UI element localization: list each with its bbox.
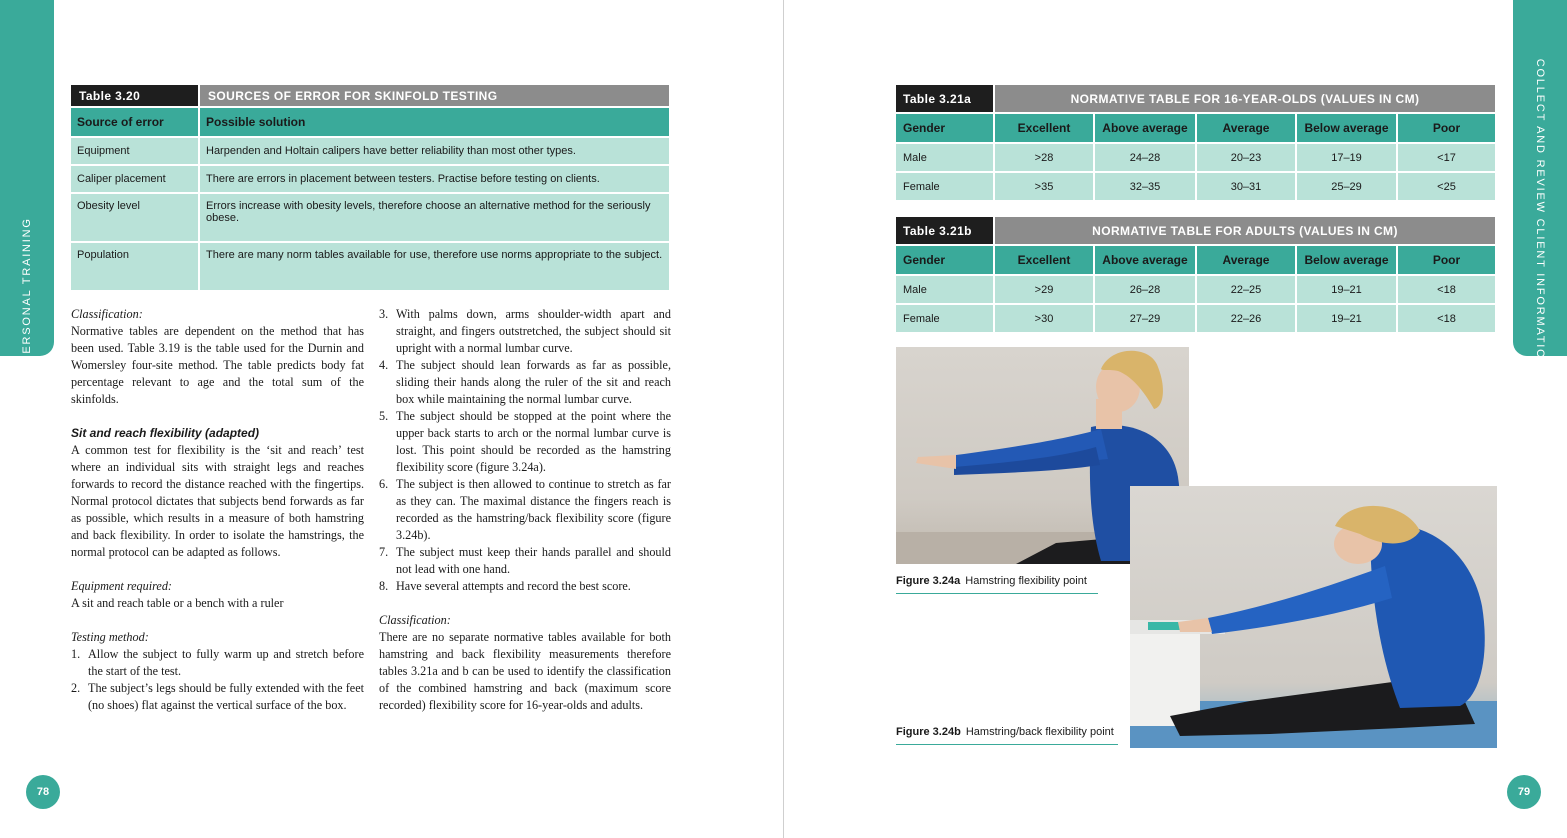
table-3-21a: [896, 85, 1497, 202]
text-column-2: [379, 306, 671, 714]
column-header: Source of error: [71, 107, 199, 137]
column-header: Possible solution: [199, 107, 670, 137]
table-cell: Obesity level: [71, 193, 199, 242]
figure-caption-text: Hamstring flexibility point: [965, 575, 1087, 587]
table-cell: 26–28: [1094, 275, 1196, 304]
table-cell: >29: [994, 275, 1094, 304]
list-item: 4. The subject should lean forwards as far as possible, sliding their hands along the ruler of the sit and reach box while maintaining the normal lumbar curve.: [379, 358, 671, 406]
table-cell: 25–29: [1296, 172, 1397, 201]
table-cell: There are many norm tables available for use, therefore use norms appropriate to the subject.: [199, 242, 670, 291]
table-cell: >28: [994, 143, 1094, 172]
table-cell: <18: [1397, 275, 1496, 304]
list-item: 8. Have several attempts and record the best score.: [379, 579, 631, 593]
list-item: 7. The subject must keep their hands parallel and should not lead with one hand.: [379, 545, 671, 576]
column-header: Below average: [1296, 113, 1397, 143]
table-cell: Male: [896, 143, 994, 172]
table-row: [896, 304, 1496, 333]
table-cell: 22–26: [1196, 304, 1296, 333]
table-cell: >35: [994, 172, 1094, 201]
list-item: 6. The subject is then allowed to continue to stretch as far as they can. The maximal distance the fingers reach is recorded as the hamstring/back flexibility score (figure 3.24b).: [379, 477, 671, 542]
table-cell: There are errors in placement between testers. Practise before testing on clients.: [199, 165, 670, 193]
testing-method-heading: Testing method:: [71, 630, 149, 644]
classification-heading: Classification:: [71, 307, 143, 321]
list-item: 3. With palms down, arms shoulder-width apart and straight, and fingers outstretched, the subject should sit upright with a normal lumbar curve.: [379, 307, 671, 355]
figure-3-24b-caption: [896, 726, 1118, 745]
table-cell: <25: [1397, 172, 1496, 201]
table-cell: <18: [1397, 304, 1496, 333]
table-row: [71, 165, 670, 193]
sit-reach-heading: Sit and reach flexibility (adapted): [71, 426, 260, 440]
section-tab-right: [1513, 0, 1567, 370]
section-tab-label: COLLECT AND REVIEW CLIENT INFORMATION: [1534, 58, 1546, 370]
column-header: Excellent: [994, 245, 1094, 275]
column-header: Poor: [1397, 113, 1496, 143]
table-row: [71, 137, 670, 165]
list-item: 2. The subject’s legs should be fully extended with the feet (no shoes) flat against the vertical surface of the box.: [71, 681, 364, 712]
table-cell: Errors increase with obesity levels, therefore choose an alternative method for the seriously obese.: [199, 193, 670, 242]
table-cell: 24–28: [1094, 143, 1196, 172]
table-cell: 20–23: [1196, 143, 1296, 172]
table-number: Table 3.21a: [896, 85, 994, 113]
page-gutter: [783, 0, 784, 838]
table-number: Table 3.20: [71, 85, 199, 107]
table-cell: Harpenden and Holtain calipers have better reliability than most other types.: [199, 137, 670, 165]
table-3-21b: [896, 217, 1497, 334]
classification-heading-2: Classification:: [379, 613, 451, 627]
figure-label: Figure 3.24b: [896, 726, 961, 738]
testing-steps: [71, 646, 364, 714]
table-3-20: [71, 85, 671, 292]
table-title: NORMATIVE TABLE FOR 16-YEAR-OLDS (VALUES IN CM): [994, 85, 1496, 113]
list-item: 1. Allow the subject to fully warm up and stretch before the start of the test.: [71, 647, 364, 678]
column-header: Average: [1196, 113, 1296, 143]
table-cell: Male: [896, 275, 994, 304]
testing-steps-continued: [379, 306, 671, 595]
table-row: [71, 242, 670, 291]
figure-label: Figure 3.24a: [896, 575, 961, 587]
equipment-heading: Equipment required:: [71, 579, 172, 593]
table-cell: 19–21: [1296, 275, 1397, 304]
table-cell: Female: [896, 304, 994, 333]
table-row: [896, 143, 1496, 172]
table-title: NORMATIVE TABLE FOR ADULTS (VALUES IN CM): [994, 217, 1496, 245]
section-tab-label: PERSONAL TRAINING: [21, 217, 33, 363]
table-cell: Female: [896, 172, 994, 201]
table-cell: Caliper placement: [71, 165, 199, 193]
column-header: Excellent: [994, 113, 1094, 143]
list-item: 5. The subject should be stopped at the point where the upper back starts to arch or the normal lumbar curve is lost. This point should be recorded as the hamstring flexibility score (figure 3.24a).: [379, 409, 671, 474]
table-row: [896, 275, 1496, 304]
column-header: Below average: [1296, 245, 1397, 275]
table-cell: 27–29: [1094, 304, 1196, 333]
figure-3-24a-caption: [896, 575, 1098, 594]
table-cell: 30–31: [1196, 172, 1296, 201]
column-header: Above average: [1094, 113, 1196, 143]
table-cell: >30: [994, 304, 1094, 333]
photo-hamstring-back-flexibility: [1130, 486, 1497, 748]
table-cell: 17–19: [1296, 143, 1397, 172]
column-header: Gender: [896, 245, 994, 275]
table-cell: 32–35: [1094, 172, 1196, 201]
column-header: Above average: [1094, 245, 1196, 275]
page-number-right: 79: [1507, 775, 1541, 809]
table-row: [71, 193, 670, 242]
column-header: Average: [1196, 245, 1296, 275]
classification-paragraph: Normative tables are dependent on the method that has been used. Table 3.19 is the table used for the Durnin and Womersley four-site method. The table predicts body fat percentage relevant to age and the total sum of the skinfolds.: [71, 324, 364, 406]
equipment-paragraph: A sit and reach table or a bench with a ruler: [71, 596, 284, 610]
table-row: [896, 172, 1496, 201]
column-header: Gender: [896, 113, 994, 143]
table-title: SOURCES OF ERROR FOR SKINFOLD TESTING: [199, 85, 670, 107]
classification-paragraph-2: There are no separate normative tables available for both hamstring and back flexibility measurements therefore tables 3.21a and b can be used to identify the classification of the combined hamstring and back (maximum score recorded) flexibility score for 16-year-olds and adults.: [379, 630, 671, 712]
table-cell: 22–25: [1196, 275, 1296, 304]
figure-caption-text: Hamstring/back flexibility point: [965, 726, 1114, 738]
table-cell: Equipment: [71, 137, 199, 165]
column-header: Poor: [1397, 245, 1496, 275]
table-cell: 19–21: [1296, 304, 1397, 333]
table-number: Table 3.21b: [896, 217, 994, 245]
table-cell: <17: [1397, 143, 1496, 172]
sit-reach-paragraph: A common test for flexibility is the ‘sit and reach’ test where an individual sits with straight legs and reaches forwards to record the distance reached with the fingertips. Normal protocol dictates that subjects bend forwards as far as possible, which results in a measure of both hamstring and back flexibility. In order to isolate the hamstrings, the normal protocol can be adapted as follows.: [71, 443, 364, 559]
table-cell: Population: [71, 242, 199, 291]
text-column-1: [71, 306, 364, 714]
page-number-left: 78: [26, 775, 60, 809]
section-tab-left: [0, 0, 54, 363]
